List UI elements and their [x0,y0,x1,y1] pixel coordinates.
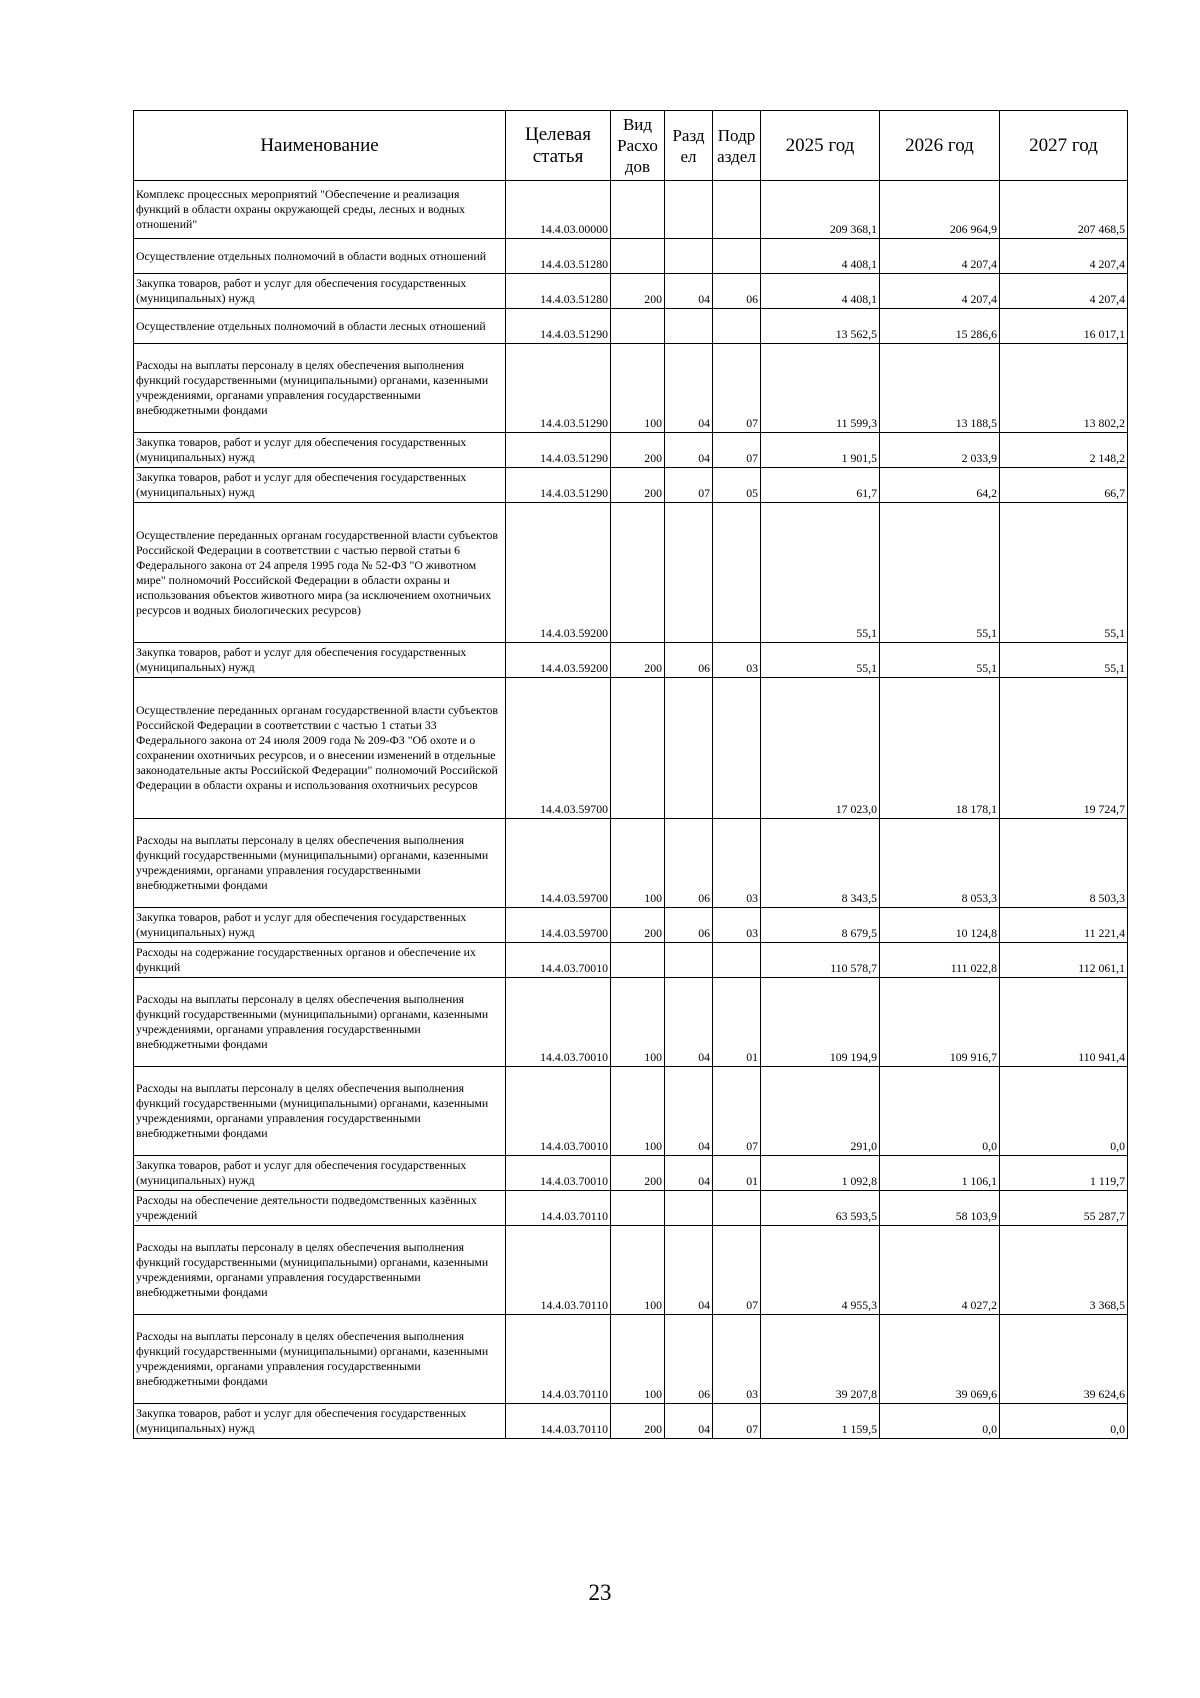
cell-expense-kind [611,503,665,643]
cell-year-2026: 64,2 [880,468,1000,503]
table-row [134,433,1128,468]
cell-expense-kind: 100 [611,1067,665,1156]
cell-expense-kind: 200 [611,468,665,503]
cell-year-2026: 4 207,4 [880,239,1000,274]
cell-expense-kind: 200 [611,643,665,678]
cell-subsection [713,1191,761,1226]
cell-expense-kind [611,678,665,819]
cell-section [665,503,713,643]
cell-subsection [713,943,761,978]
table-row [134,468,1128,503]
cell-year-2025: 11 599,3 [761,344,880,433]
cell-year-2027: 11 221,4 [1000,908,1128,943]
cell-subsection [713,678,761,819]
cell-year-2027: 207 468,5 [1000,181,1128,239]
cell-expense-kind: 200 [611,1156,665,1191]
cell-section: 04 [665,1404,713,1439]
cell-year-2026: 18 178,1 [880,678,1000,819]
header-line: Наименование [260,134,379,156]
page-number: 23 [588,1580,612,1605]
cell-section [665,678,713,819]
cell-target-article: 14.4.03.70010 [506,1156,611,1191]
cell-subsection: 07 [713,1067,761,1156]
cell-target-article: 14.4.03.70010 [506,943,611,978]
cell-year-2025: 291,0 [761,1067,880,1156]
cell-section [665,1191,713,1226]
table-row [134,1067,1128,1156]
header-line: дов [624,157,651,176]
cell-name: Закупка товаров, работ и услуг для обеспечения государственных (муниципальных) нужд [134,433,506,468]
cell-target-article: 14.4.03.59700 [506,819,611,908]
cell-expense-kind: 200 [611,274,665,309]
cell-target-article: 14.4.03.51290 [506,344,611,433]
cell-year-2025: 61,7 [761,468,880,503]
cell-year-2027: 4 207,4 [1000,274,1128,309]
cell-section: 04 [665,1067,713,1156]
cell-year-2027: 2 148,2 [1000,433,1128,468]
cell-name: Закупка товаров, работ и услуг для обеспечения государственных (муниципальных) нужд [134,1156,506,1191]
cell-year-2027: 8 503,3 [1000,819,1128,908]
cell-year-2025: 109 194,9 [761,978,880,1067]
cell-target-article: 14.4.03.59700 [506,678,611,819]
cell-name: Закупка товаров, работ и услуг для обеспечения государственных (муниципальных) нужд [134,274,506,309]
header-year-2025 [761,111,880,181]
cell-year-2025: 13 562,5 [761,309,880,344]
header-year-2027 [1000,111,1128,181]
cell-subsection [713,503,761,643]
cell-expense-kind: 200 [611,1404,665,1439]
cell-subsection: 07 [713,433,761,468]
cell-year-2025: 1 092,8 [761,1156,880,1191]
cell-subsection: 05 [713,468,761,503]
cell-subsection: 03 [713,819,761,908]
cell-year-2026: 10 124,8 [880,908,1000,943]
cell-year-2026: 55,1 [880,503,1000,643]
cell-name: Расходы на содержание государственных органов и обеспечение их функций [134,943,506,978]
cell-name: Осуществление отдельных полномочий в области лесных отношений [134,309,506,344]
table-row [134,309,1128,344]
cell-year-2026: 0,0 [880,1404,1000,1439]
cell-name: Осуществление переданных органам государственной власти субъектов Российской Федерации в соответствии с частью 1 статьи 33 Федерального закона от 24 июля 2009 года № 209-ФЗ "Об охоте и о сохранении охотничьих ресурсов, и о внесении изменений в отдельные законодательные акты Российской Федерации" полномочий Российской Федерации в области охраны и использования охотничьих ресурсов [134,678,506,819]
cell-section [665,943,713,978]
cell-target-article: 14.4.03.70010 [506,1067,611,1156]
cell-target-article: 14.4.03.59200 [506,643,611,678]
table-row [134,1315,1128,1404]
cell-year-2027: 16 017,1 [1000,309,1128,344]
header-line: Расхо [617,136,658,155]
cell-expense-kind: 100 [611,344,665,433]
table-row [134,503,1128,643]
cell-name: Расходы на выплаты персоналу в целях обеспечения выполнения функций государственными (муниципальными) органами, казенными учреждениями, органами управления государственными внебюджетными фондами [134,344,506,433]
cell-year-2027: 19 724,7 [1000,678,1128,819]
cell-year-2025: 63 593,5 [761,1191,880,1226]
header-year-2026 [880,111,1000,181]
cell-target-article: 14.4.03.51290 [506,468,611,503]
cell-year-2027: 39 624,6 [1000,1315,1128,1404]
cell-year-2027: 13 802,2 [1000,344,1128,433]
cell-section: 06 [665,819,713,908]
header-line: Подр [717,125,756,145]
cell-year-2027: 55 287,7 [1000,1191,1128,1226]
cell-name: Расходы на выплаты персоналу в целях обеспечения выполнения функций государственными (муниципальными) органами, казенными учреждениями, органами управления государственными внебюджетными фондами [134,1067,506,1156]
cell-name: Расходы на выплаты персоналу в целях обеспечения выполнения функций государственными (муниципальными) органами, казенными учреждениями, органами управления государственными внебюджетными фондами [134,1226,506,1315]
cell-year-2027: 55,1 [1000,503,1128,643]
cell-subsection: 07 [713,344,761,433]
cell-section [665,181,713,239]
table-row [134,1226,1128,1315]
cell-expense-kind: 100 [611,819,665,908]
cell-expense-kind [611,239,665,274]
table-header-row [134,111,1128,181]
cell-year-2025: 55,1 [761,643,880,678]
cell-name: Закупка товаров, работ и услуг для обеспечения государственных (муниципальных) нужд [134,908,506,943]
cell-year-2025: 4 955,3 [761,1226,880,1315]
cell-name: Расходы на выплаты персоналу в целях обеспечения выполнения функций государственными (муниципальными) органами, казенными учреждениями, органами управления государственными внебюджетными фондами [134,978,506,1067]
table-body [134,181,1128,1439]
header-subsection [713,111,761,181]
cell-target-article: 14.4.03.70110 [506,1226,611,1315]
cell-year-2026: 4 027,2 [880,1226,1000,1315]
cell-target-article: 14.4.03.70110 [506,1191,611,1226]
cell-year-2026: 15 286,6 [880,309,1000,344]
cell-name: Осуществление переданных органам государственной власти субъектов Российской Федерации в соответствии с частью первой статьи 6 Федерального закона от 24 апреля 1995 года № 52-ФЗ "О животном мире" полномочий Российской Федерации в области охраны и использования объектов животного мира (за исключением охотничьих ресурсов и водных биологических ресурсов) [134,503,506,643]
table-row [134,643,1128,678]
cell-year-2025: 8 679,5 [761,908,880,943]
cell-year-2027: 0,0 [1000,1067,1128,1156]
table-row [134,239,1128,274]
cell-year-2026: 13 188,5 [880,344,1000,433]
cell-expense-kind: 200 [611,433,665,468]
cell-subsection: 03 [713,1315,761,1404]
header-line: ел [680,146,697,166]
cell-section: 06 [665,908,713,943]
cell-year-2025: 4 408,1 [761,239,880,274]
cell-subsection: 01 [713,1156,761,1191]
header-expense-kind [611,111,665,181]
table-row [134,943,1128,978]
cell-section [665,309,713,344]
cell-subsection: 06 [713,274,761,309]
cell-name: Расходы на выплаты персоналу в целях обеспечения выполнения функций государственными (муниципальными) органами, казенными учреждениями, органами управления государственными внебюджетными фондами [134,819,506,908]
cell-section: 04 [665,1226,713,1315]
cell-name: Закупка товаров, работ и услуг для обеспечения государственных (муниципальных) нужд [134,468,506,503]
cell-year-2026: 206 964,9 [880,181,1000,239]
cell-name: Закупка товаров, работ и услуг для обеспечения государственных (муниципальных) нужд [134,1404,506,1439]
cell-subsection [713,181,761,239]
header-line: аздел [717,146,756,166]
cell-target-article: 14.4.03.59200 [506,503,611,643]
header-line: 2025 год [785,134,855,156]
table-row [134,181,1128,239]
cell-year-2025: 55,1 [761,503,880,643]
cell-subsection [713,239,761,274]
cell-target-article: 14.4.03.70110 [506,1315,611,1404]
cell-name: Расходы на обеспечение деятельности подведомственных казённых учреждений [134,1191,506,1226]
header-section [665,111,713,181]
cell-year-2027: 3 368,5 [1000,1226,1128,1315]
cell-expense-kind: 200 [611,908,665,943]
table-row [134,1191,1128,1226]
cell-section [665,239,713,274]
cell-expense-kind: 100 [611,978,665,1067]
cell-section: 07 [665,468,713,503]
cell-section: 04 [665,433,713,468]
cell-section: 06 [665,1315,713,1404]
cell-section: 04 [665,274,713,309]
cell-name: Закупка товаров, работ и услуг для обеспечения государственных (муниципальных) нужд [134,643,506,678]
cell-year-2026: 2 033,9 [880,433,1000,468]
cell-target-article: 14.4.03.51290 [506,309,611,344]
cell-name: Комплекс процессных мероприятий "Обеспечение и реализация функций в области охраны окружающей среды, лесных и водных отношений" [134,181,506,239]
cell-target-article: 14.4.03.59700 [506,908,611,943]
cell-year-2025: 209 368,1 [761,181,880,239]
table-row [134,274,1128,309]
cell-subsection: 03 [713,908,761,943]
header-line: статья [532,145,584,167]
cell-section: 06 [665,643,713,678]
table-row [134,344,1128,433]
table-row [134,978,1128,1067]
cell-year-2026: 1 106,1 [880,1156,1000,1191]
cell-target-article: 14.4.03.70110 [506,1404,611,1439]
cell-subsection: 03 [713,643,761,678]
cell-year-2027: 112 061,1 [1000,943,1128,978]
cell-year-2025: 110 578,7 [761,943,880,978]
header-line: 2026 год [905,134,974,156]
header-line: Вид [622,115,653,134]
header-name [134,111,506,181]
table-row [134,1156,1128,1191]
cell-year-2026: 4 207,4 [880,274,1000,309]
cell-expense-kind [611,181,665,239]
cell-year-2027: 1 119,7 [1000,1156,1128,1191]
table-row [134,678,1128,819]
cell-year-2025: 17 023,0 [761,678,880,819]
cell-year-2025: 1 901,5 [761,433,880,468]
cell-expense-kind [611,943,665,978]
cell-subsection: 01 [713,978,761,1067]
cell-year-2026: 58 103,9 [880,1191,1000,1226]
cell-name: Расходы на выплаты персоналу в целях обеспечения выполнения функций государственными (муниципальными) органами, казенными учреждениями, органами управления государственными внебюджетными фондами [134,1315,506,1404]
budget-table [133,110,1128,1439]
cell-year-2027: 66,7 [1000,468,1128,503]
cell-subsection: 07 [713,1226,761,1315]
cell-year-2026: 55,1 [880,643,1000,678]
cell-subsection [713,309,761,344]
header-target-article [506,111,611,181]
cell-expense-kind: 100 [611,1315,665,1404]
cell-subsection: 07 [713,1404,761,1439]
cell-year-2026: 8 053,3 [880,819,1000,908]
cell-section: 04 [665,978,713,1067]
cell-year-2025: 39 207,8 [761,1315,880,1404]
cell-name: Осуществление отдельных полномочий в области водных отношений [134,239,506,274]
cell-expense-kind [611,1191,665,1226]
cell-year-2025: 4 408,1 [761,274,880,309]
cell-year-2026: 39 069,6 [880,1315,1000,1404]
cell-year-2026: 111 022,8 [880,943,1000,978]
cell-year-2026: 0,0 [880,1067,1000,1156]
header-line: Целевая [525,123,591,145]
cell-section: 04 [665,344,713,433]
cell-expense-kind [611,309,665,344]
table-row [134,819,1128,908]
cell-year-2025: 1 159,5 [761,1404,880,1439]
cell-year-2027: 0,0 [1000,1404,1128,1439]
table-row [134,908,1128,943]
cell-year-2026: 109 916,7 [880,978,1000,1067]
cell-expense-kind: 100 [611,1226,665,1315]
cell-target-article: 14.4.03.00000 [506,181,611,239]
cell-year-2027: 110 941,4 [1000,978,1128,1067]
cell-target-article: 14.4.03.51280 [506,274,611,309]
cell-year-2025: 8 343,5 [761,819,880,908]
cell-section: 04 [665,1156,713,1191]
table-row [134,1404,1128,1439]
header-line: Разд [672,125,705,145]
header-line: 2027 год [1029,134,1098,156]
cell-year-2027: 4 207,4 [1000,239,1128,274]
cell-year-2027: 55,1 [1000,643,1128,678]
cell-target-article: 14.4.03.51280 [506,239,611,274]
cell-target-article: 14.4.03.51290 [506,433,611,468]
cell-target-article: 14.4.03.70010 [506,978,611,1067]
